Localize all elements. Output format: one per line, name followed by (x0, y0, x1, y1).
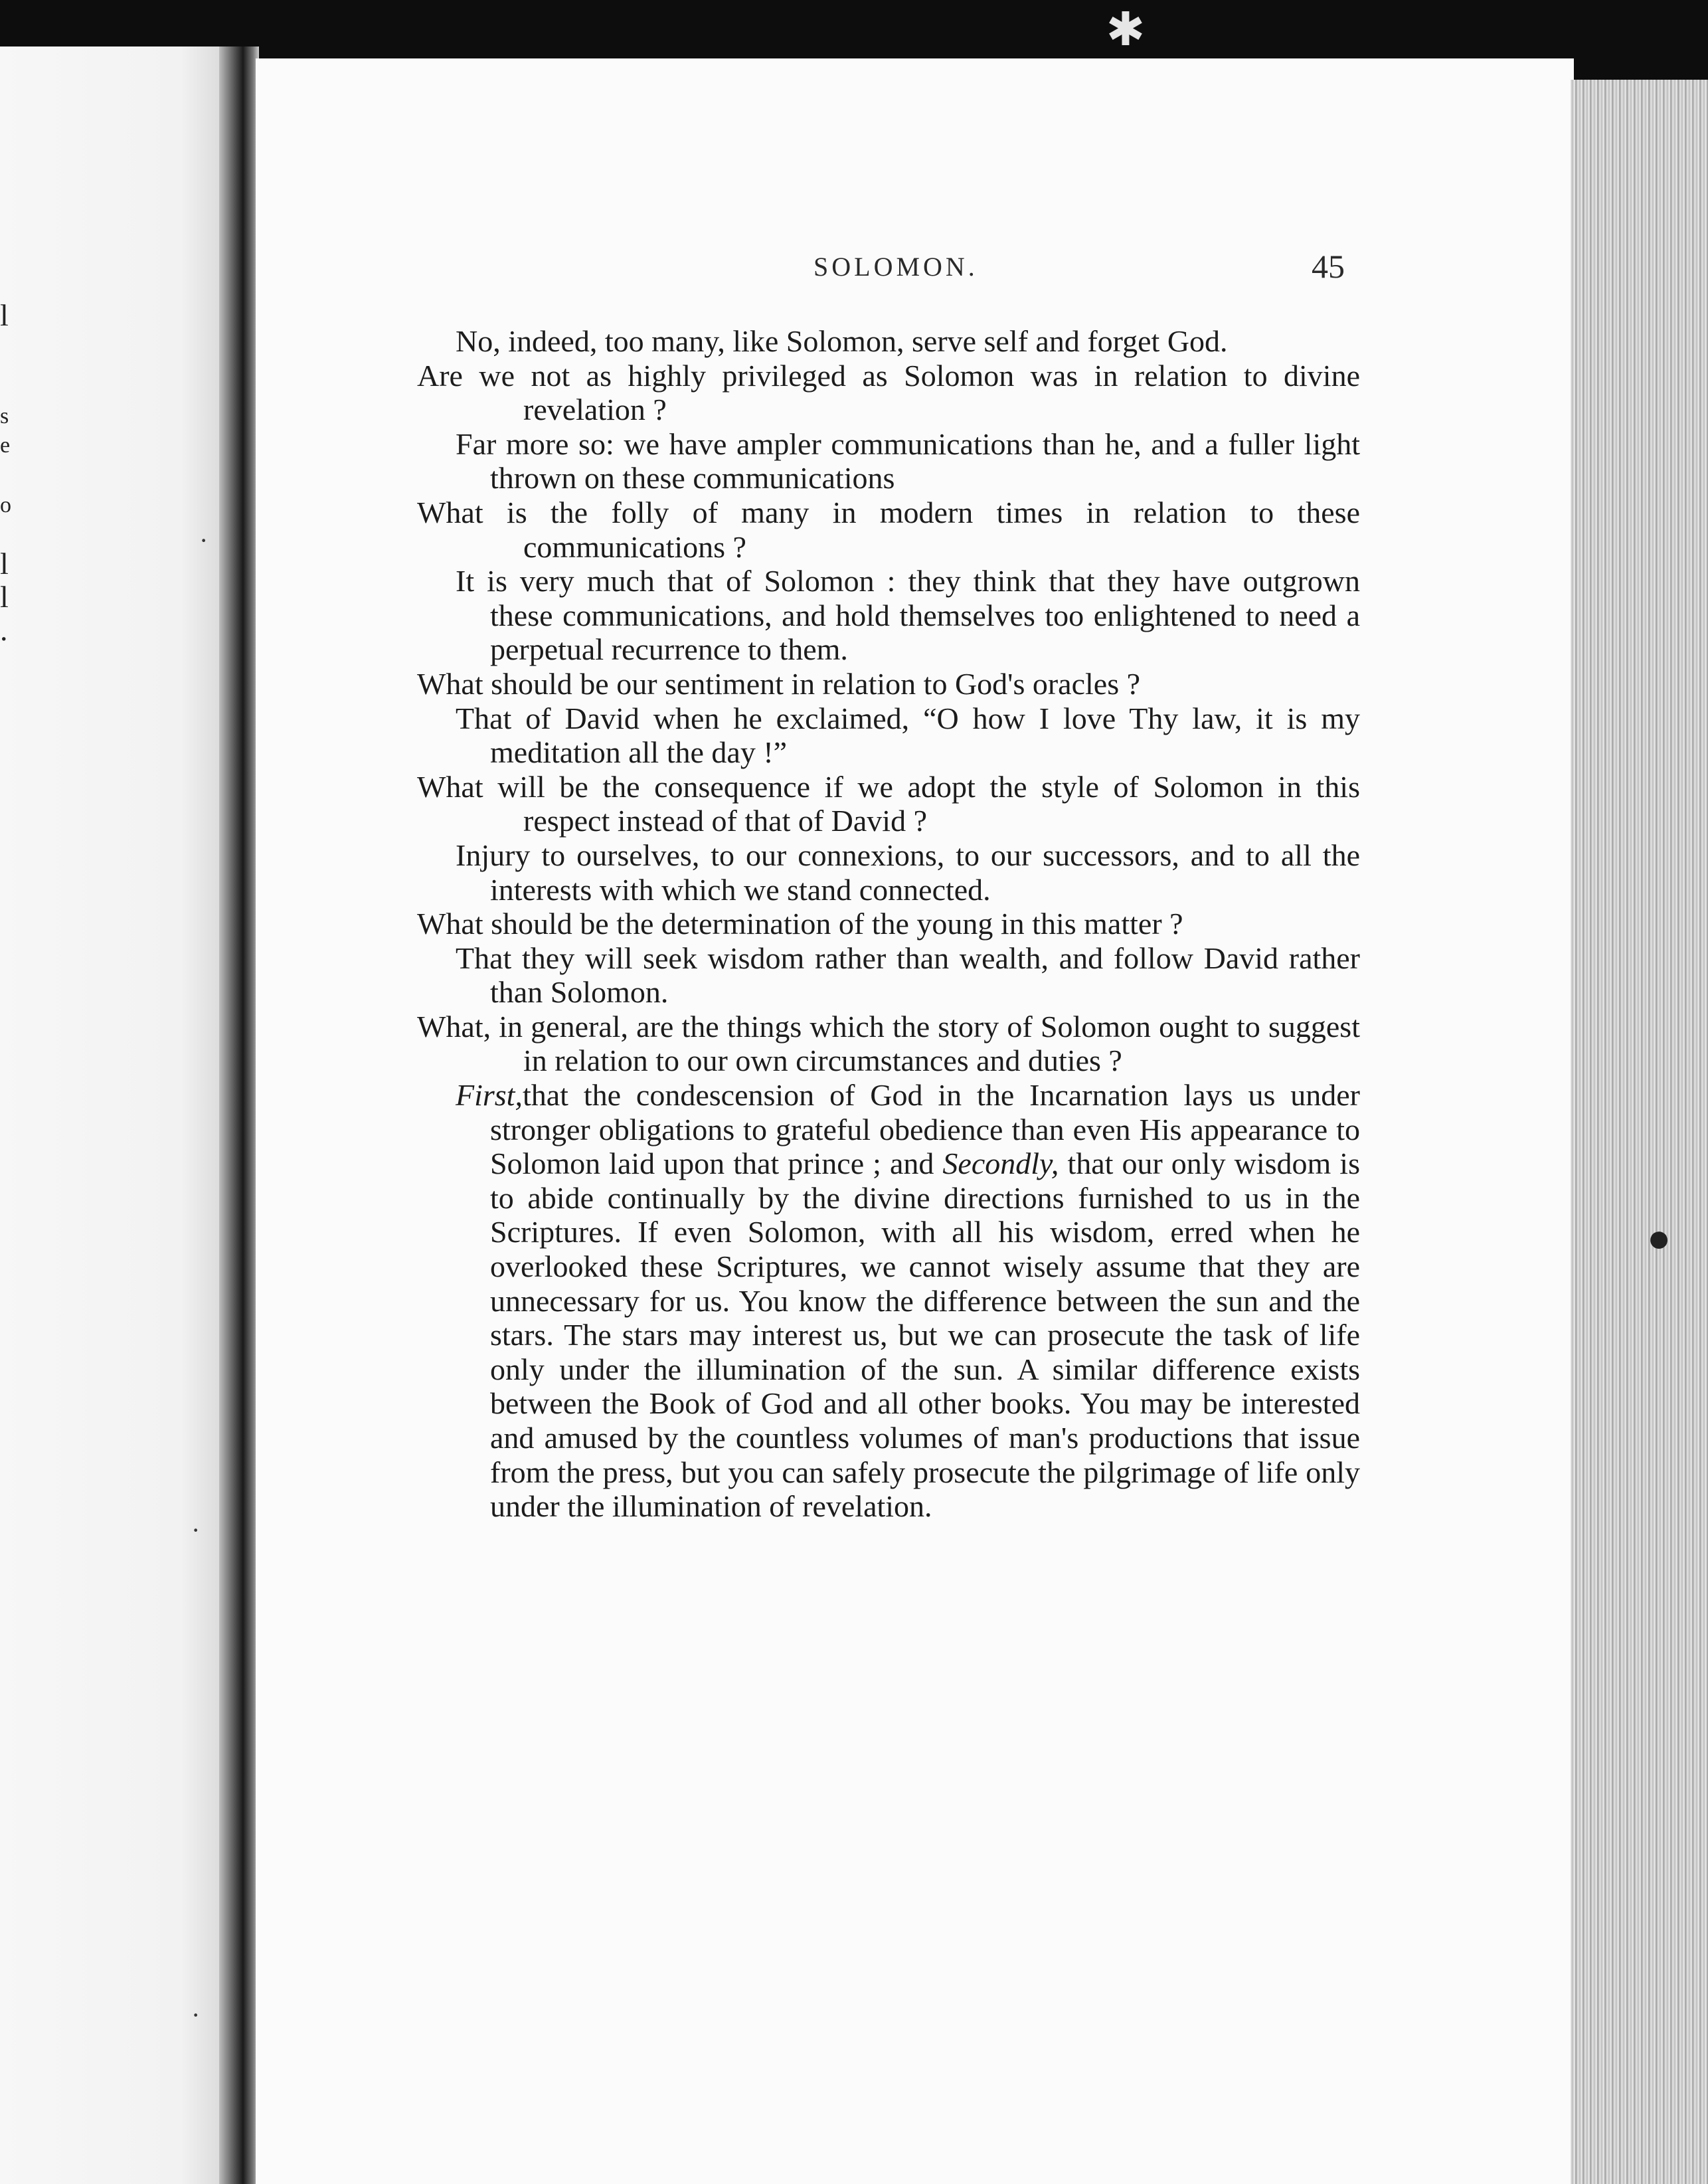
answer-paragraph: Far more so: we have ampler communications than he, and a fuller light thrown on these communications (456, 426, 1360, 496)
margin-speck: · (199, 525, 209, 555)
left-fragment: . (0, 613, 8, 647)
page-number: 45 (1312, 248, 1345, 285)
ink-blot-mark: ✱ (1106, 5, 1146, 56)
running-head: SOLOMON. (813, 252, 978, 282)
left-fragment: o (0, 493, 11, 517)
answer-paragraph: Injury to ourselves, to our connexions, to our successors, and to all the interests with which we stand connected. (456, 838, 1360, 907)
left-page-text-fragments (0, 46, 20, 844)
left-fragment: l (0, 580, 9, 614)
question-paragraph: Are we not as highly privileged as Solomon was in relation to divine revelation ? (417, 358, 1360, 427)
page-edges (1571, 80, 1708, 2184)
left-fragment: s (0, 404, 9, 428)
book-gutter (219, 46, 259, 2184)
question-paragraph: What should be our sentiment in relation to God's oracles ? (417, 666, 1141, 701)
answer-paragraph: That they will seek wisdom rather than wealth, and follow David rather than Solomon. (456, 941, 1360, 1010)
final-answer-part1: that the condescension of God in the Incarnation lays us under stronger obligations to grateful obedience than even His appearance to Solomon laid upon that prince ; and (490, 1078, 1360, 1181)
answer-paragraph: It is very much that of Solomon : they think that they have outgrown these communications, and hold themselves too enlightened to need a perpetual recurrence to them. (456, 564, 1360, 667)
left-fragment: l (0, 547, 9, 581)
secondly-label: Secondly, (942, 1146, 1059, 1181)
answer-paragraph: No, indeed, too many, like Solomon, serve self and forget God. (456, 324, 1228, 358)
question-paragraph: What is the folly of many in modern times in relation to these communications ? (417, 495, 1360, 564)
question-paragraph: What should be the determination of the young in this matter ? (417, 907, 1183, 941)
left-page-edge (0, 46, 226, 2184)
final-answer-paragraph (417, 1078, 1360, 1524)
margin-speck: ● (1647, 1216, 1671, 1260)
left-fragment: l (0, 298, 9, 332)
page-body (417, 324, 1360, 1524)
final-answer-part2: that our only wisdom is to abide continually by the divine directions furnished to us in the Scriptures. If even Solomon, with all his wisdom, erred when he overlooked these Scriptures, we cannot wisely assume that they are unnecessary for us. You know the difference between the sun and the stars. The stars may interest us, but we can prosecute the task of life only under the illumination of the sun. A similar difference exists between the Book of God and all other books. You may be interested and amused by the countless volumes of man's productions that issue from the press, but you can safely prosecute the pilgrimage of life only under the illumination of revelation. (490, 1146, 1360, 1524)
first-label: First, (456, 1078, 523, 1113)
question-paragraph: What, in general, are the things which the story of Solomon ought to suggest in relation to our own circumstances and duties ? (417, 1009, 1360, 1078)
margin-speck: · (191, 2000, 201, 2030)
question-paragraph: What will be the consequence if we adopt the style of Solomon in this respect instead of that of David ? (417, 769, 1360, 838)
margin-speck: · (191, 1515, 201, 1545)
answer-paragraph: That of David when he exclaimed, “O how I love Thy law, it is my meditation all the day !” (456, 701, 1360, 770)
left-fragment: e (0, 433, 11, 458)
